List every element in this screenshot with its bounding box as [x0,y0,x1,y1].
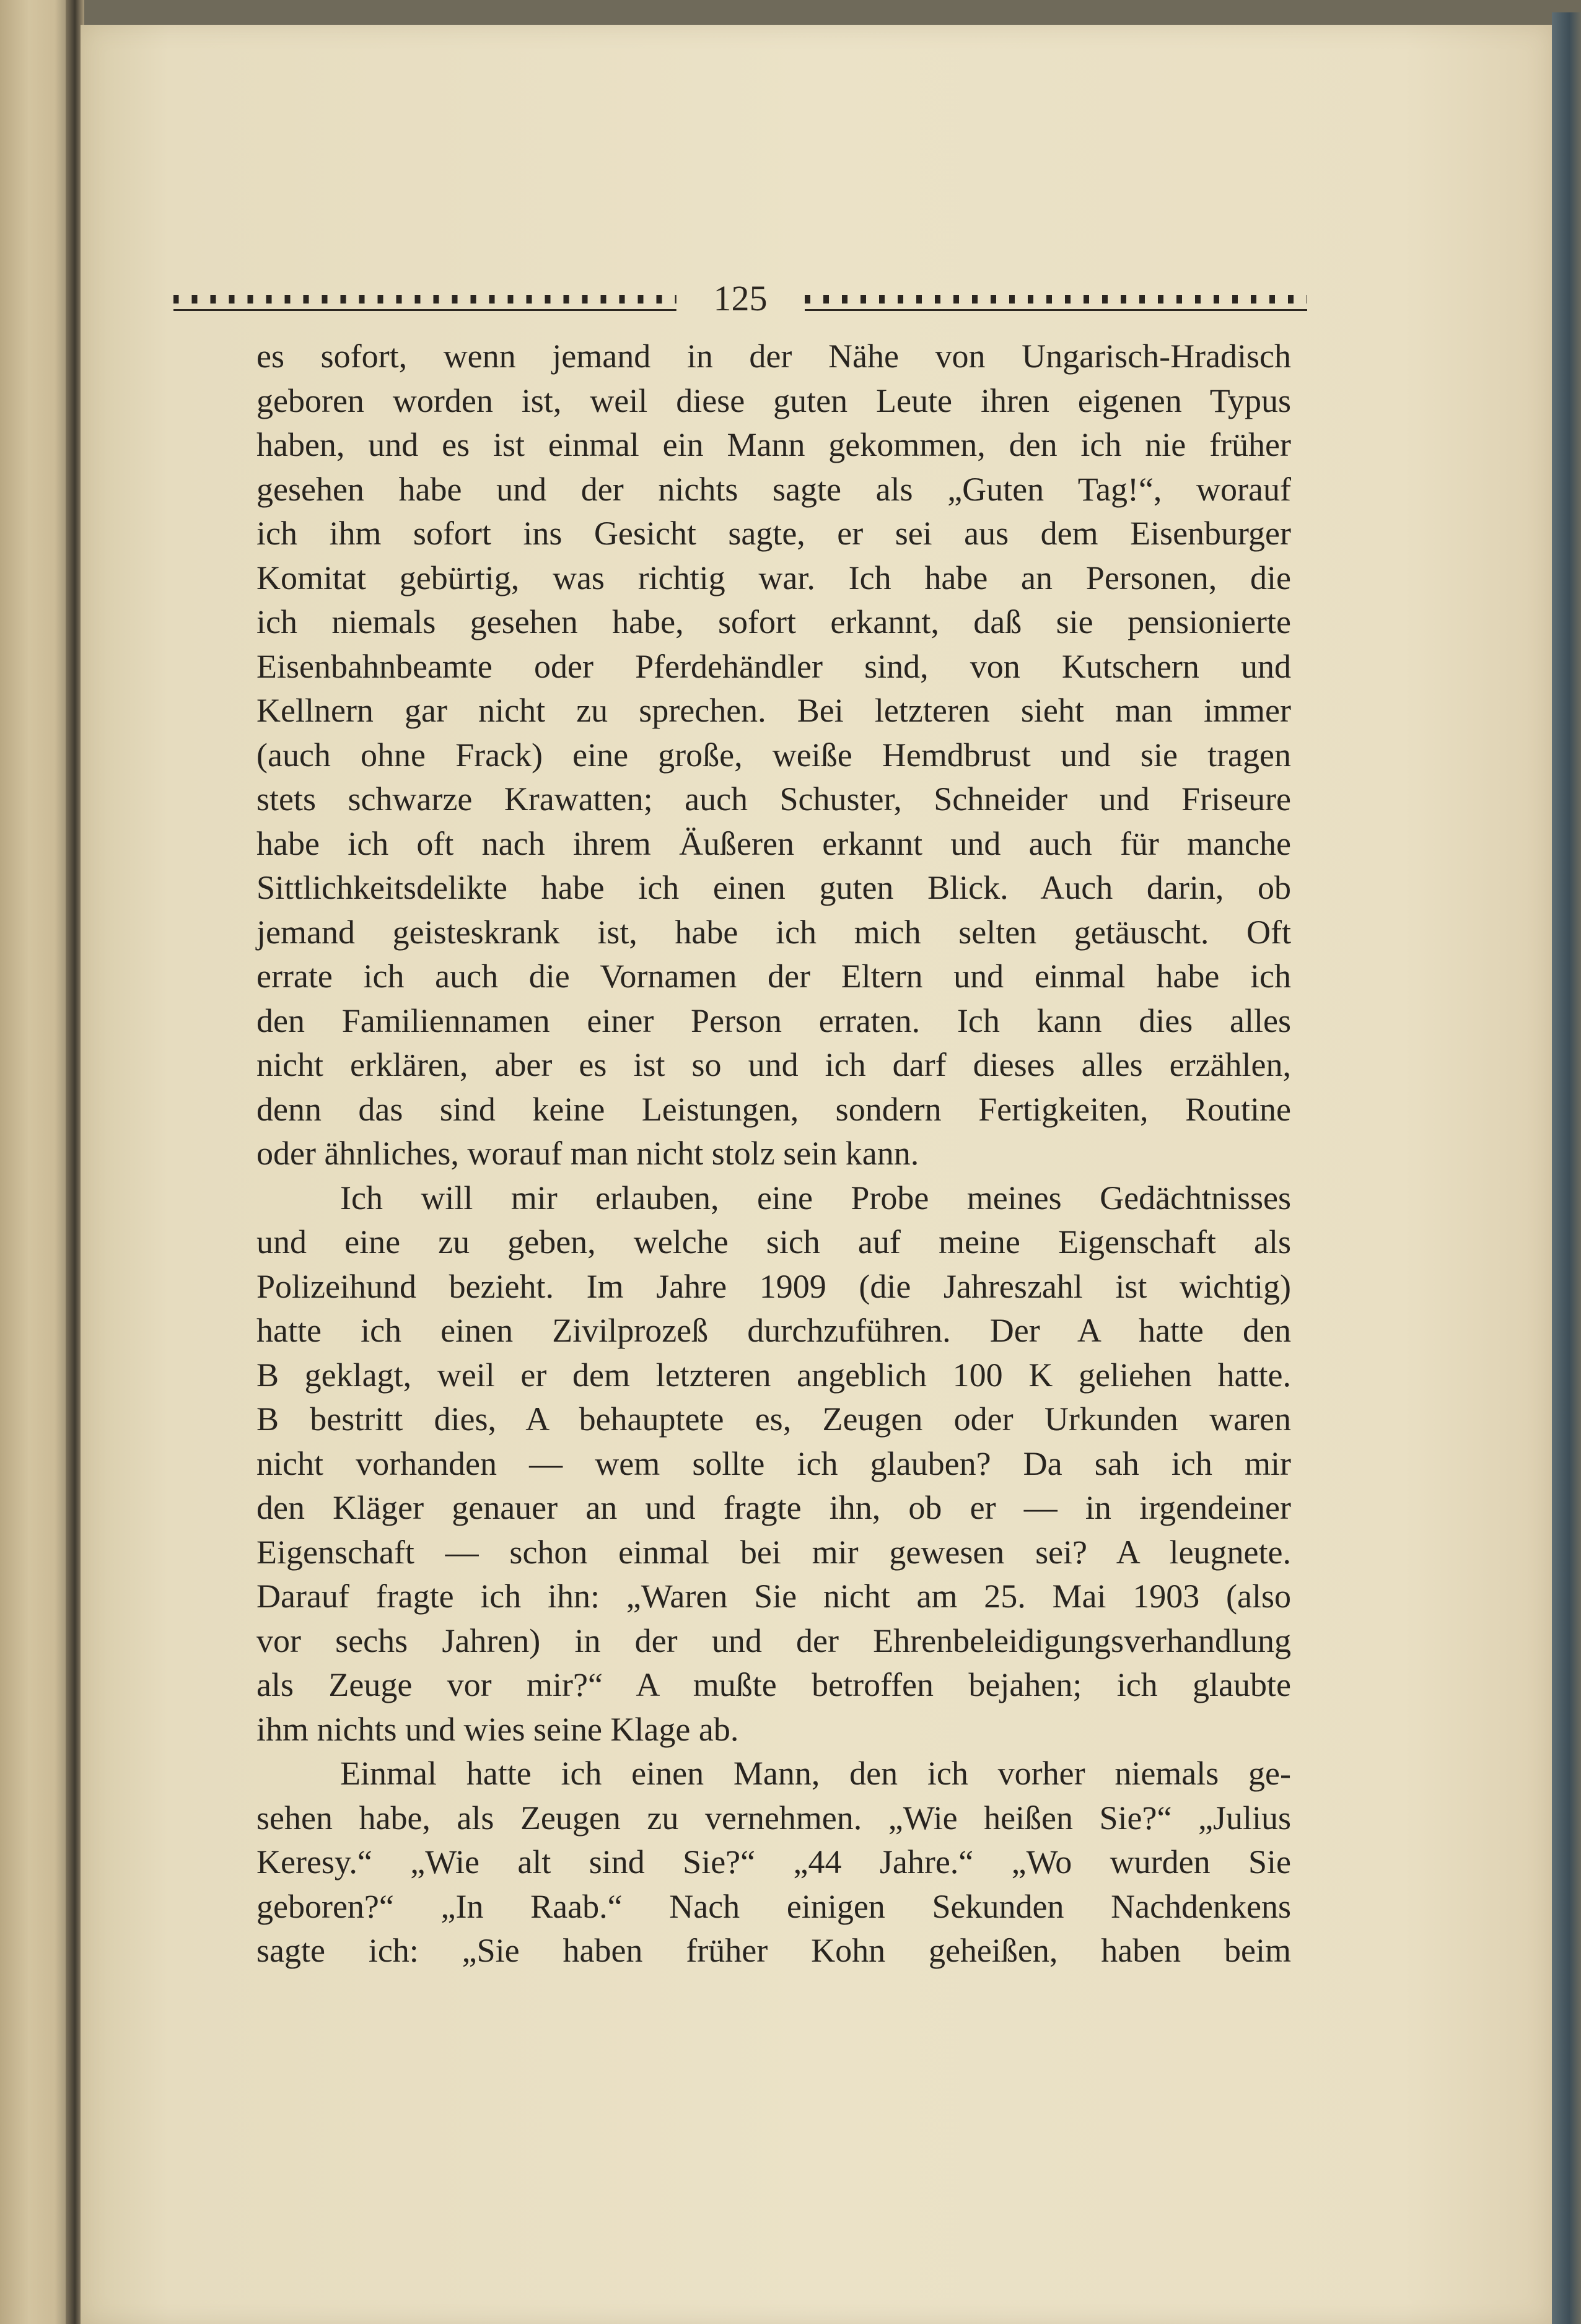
text-line: vor sechs Jahren) in der und der Ehrenbeleidigungsverhandlung [256,1622,1291,1659]
text-line: ich ihm sofort ins Gesicht sagte, er sei aus dem Eisenburger [256,515,1291,552]
text-line: denn das sind keine Leistungen, sondern Fertigkeiten, Routine [256,1090,1291,1128]
text-line: Ich will mir erlauben, eine Probe meines Gedächtnisses [340,1179,1291,1217]
body-text [256,334,1291,1973]
text-line: B bestritt dies, A behauptete es, Zeugen oder Urkunden waren [256,1400,1291,1438]
text-line: den Kläger genauer an und fragte ihn, ob er — in irgendeiner [256,1489,1291,1526]
text-line: als Zeuge vor mir?“ A mußte betroffen bejahen; ich glaubte [256,1666,1291,1703]
text-line: nicht erklären, aber es ist so und ich darf dieses alles erzählen, [256,1046,1291,1083]
text-line: errate ich auch die Vornamen der Eltern und einmal habe ich [256,958,1291,995]
text-line: geboren?“ „In Raab.“ Nach einigen Sekunden Nachdenkens [256,1887,1291,1925]
text-line: B geklagt, weil er dem letzteren angeblich 100 K geliehen hatte. [256,1356,1291,1394]
text-line: hatte ich einen Zivilprozeß durchzuführen. Der A hatte den [256,1312,1291,1349]
text-line: oder ähnliches, worauf man nicht stolz sein kann. [256,1135,919,1172]
text-line: nicht vorhanden — wem sollte ich glauben? Da sah ich mir [256,1444,1291,1482]
text-line: Kellnern gar nicht zu sprechen. Bei letzteren sieht man immer [256,692,1291,729]
text-line: haben, und es ist einmal ein Mann gekommen, den ich nie früher [256,426,1291,463]
text-line: Sittlichkeitsdelikte habe ich einen guten Blick. Auch darin, ob [256,869,1291,906]
text-line: sagte ich: „Sie haben früher Kohn geheißen, haben beim [256,1932,1291,1969]
text-line: jemand geisteskrank ist, habe ich mich selten getäuscht. Oft [256,913,1291,951]
running-header [173,274,1307,323]
text-line: sehen habe, als Zeugen zu vernehmen. „Wie heißen Sie?“ „Julius [256,1799,1291,1837]
text-line: geboren worden ist, weil diese guten Leute ihren eigenen Typus [256,382,1291,419]
book-cover-edge [1552,12,1581,2324]
text-line: Keresy.“ „Wie alt sind Sie?“ „44 Jahre.“ „Wo wurden Sie [256,1843,1291,1881]
text-line: Darauf fragte ich ihn: „Waren Sie nicht am 25. Mai 1903 (also [256,1578,1291,1615]
text-line: Einmal hatte ich einen Mann, den ich vorher niemals ge- [340,1755,1291,1792]
text-line: gesehen habe und der nichts sagte als „Guten Tag!“, worauf [256,470,1291,508]
text-line: und eine zu geben, welche sich auf meine Eigenschaft als [256,1223,1291,1260]
header-ornament-left [173,295,677,311]
text-line: ihm nichts und wies seine Klage ab. [256,1710,739,1748]
text-line: habe ich oft nach ihrem Äußeren erkannt und auch für manche [256,824,1291,862]
paragraph-1 [256,334,1291,1176]
text-line: stets schwarze Krawatten; auch Schuster, Schneider und Friseure [256,780,1291,818]
text-line: Eigenschaft — schon einmal bei mir gewesen sei? A leugnete. [256,1533,1291,1571]
paragraph-2 [256,1176,1291,1752]
page-number: 125 [713,278,768,318]
text-line: Polizeihund bezieht. Im Jahre 1909 (die Jahreszahl ist wichtig) [256,1267,1291,1305]
text-line: Eisenbahnbeamte oder Pferdehändler sind, von Kutschern und [256,647,1291,685]
facing-page-edge [0,0,73,2324]
paragraph-3 [256,1752,1291,1973]
text-line: den Familiennamen einer Person erraten. Ich kann dies alles [256,1002,1291,1039]
text-line: Komitat gebürtig, was richtig war. Ich habe an Personen, die [256,559,1291,596]
text-line: (auch ohne Frack) eine große, weiße Hemdbrust und sie tragen [256,736,1291,774]
text-line: ich niemals gesehen habe, sofort erkannt, daß sie pensionierte [256,603,1291,640]
text-line: es sofort, wenn jemand in der Nähe von Ungarisch-Hradisch [256,338,1291,375]
header-ornament-right [805,295,1308,311]
